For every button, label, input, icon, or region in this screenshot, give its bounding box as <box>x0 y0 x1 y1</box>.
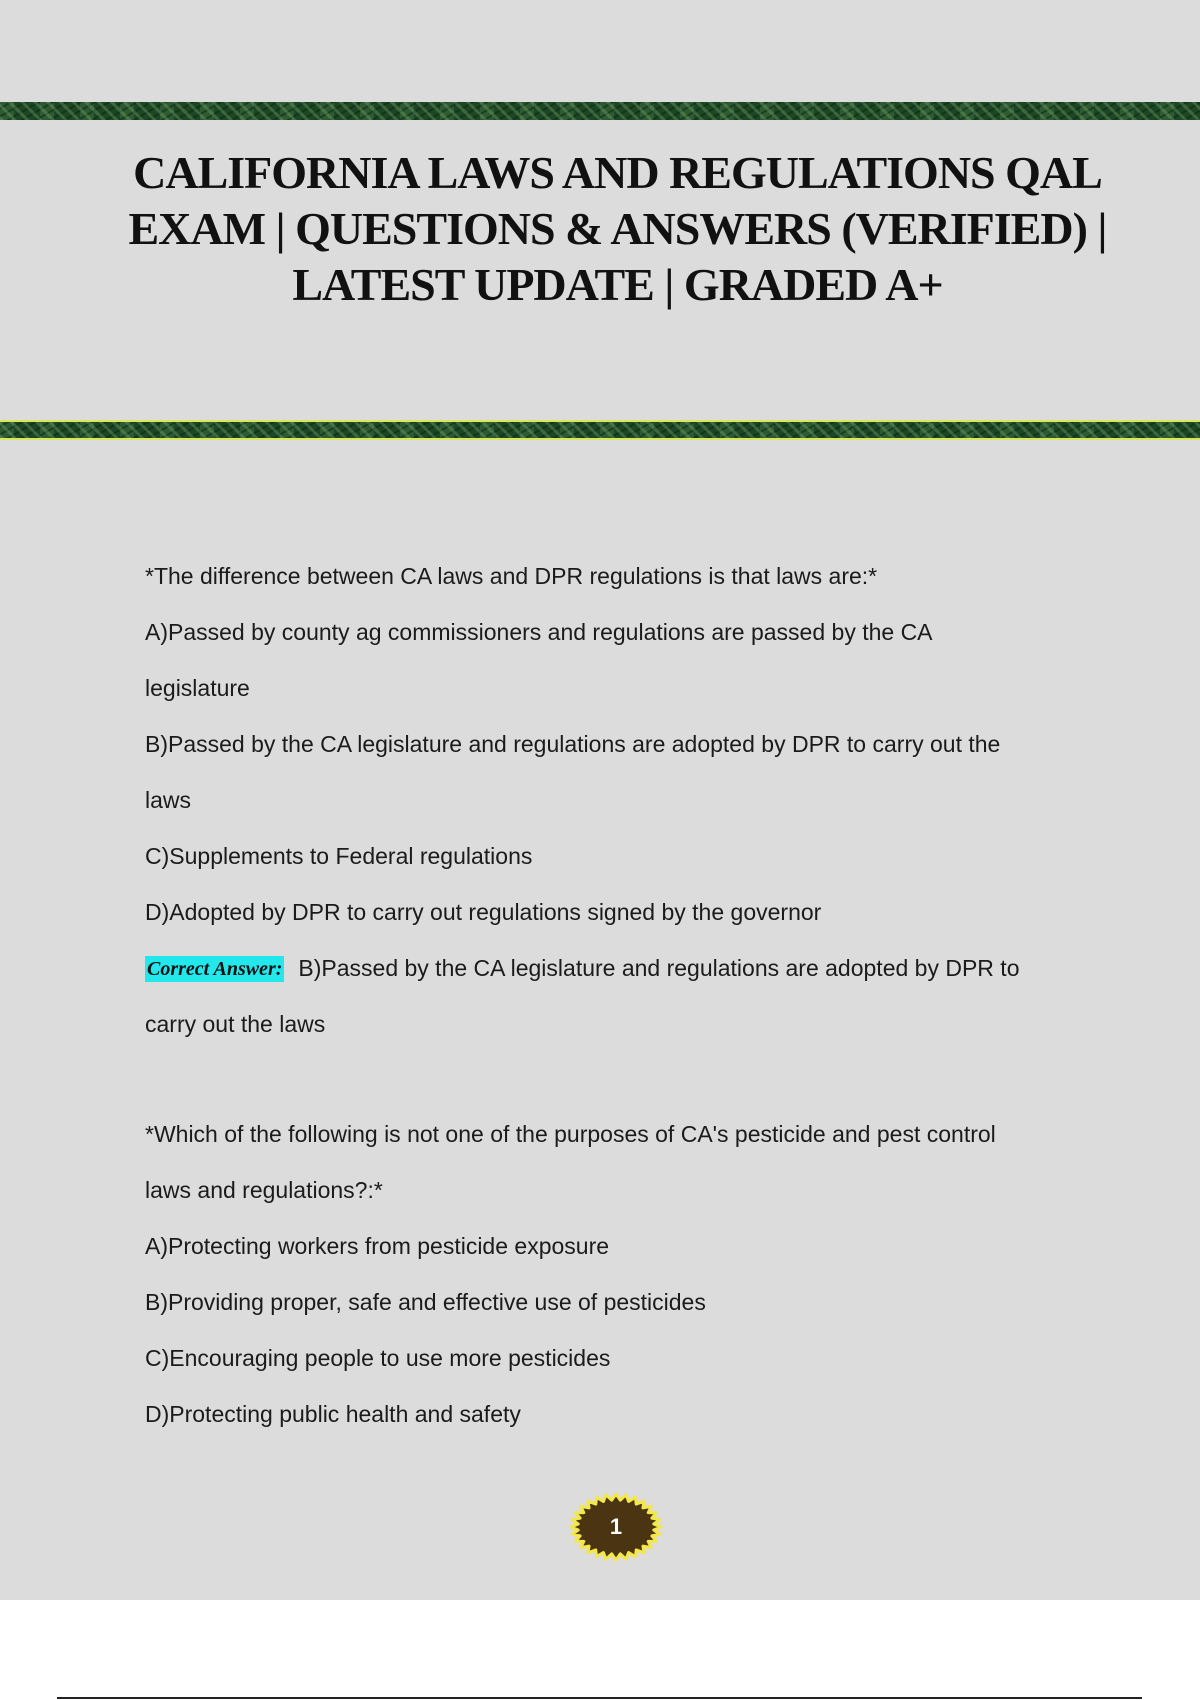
question-2-option-d: D)Protecting public health and safety <box>145 1401 521 1427</box>
footer-divider <box>57 1697 1142 1699</box>
question-2-option-b: B)Providing proper, safe and effective use of pesticides <box>145 1289 706 1315</box>
correct-answer-label: Correct Answer: <box>147 958 283 980</box>
decorative-top-band <box>0 102 1200 120</box>
question-2-option-c: C)Encouraging people to use more pesticides <box>145 1345 611 1371</box>
question-1-option-a: A)Passed by county ag commissioners and regulations are passed by the CA <box>145 619 933 645</box>
page-number: 1 <box>609 1514 623 1539</box>
question-1-option-d: D)Adopted by DPR to carry out regulations signed by the governor <box>145 899 822 925</box>
question-1-option-a-continued: legislature <box>145 675 250 701</box>
question-1-text: *The difference between CA laws and DPR regulations is that laws are:* <box>145 563 878 589</box>
question-2-text-continued: laws and regulations?:* <box>145 1177 383 1203</box>
question-1-option-b: B)Passed by the CA legislature and regulations are adopted by DPR to carry out the <box>145 731 1001 757</box>
question-block-1 <box>145 548 1105 1052</box>
decorative-bottom-band <box>0 420 1200 440</box>
question-1-option-c: C)Supplements to Federal regulations <box>145 843 533 869</box>
question-1-option-b-continued: laws <box>145 787 192 813</box>
document-title: CALIFORNIA LAWS AND REGULATIONS QAL EXAM | QUESTIONS & ANSWERS (VERIFIED) | LATEST UPDATE | GRADED A+ <box>128 147 1107 310</box>
question-block-2 <box>145 1106 1105 1442</box>
question-1-answer-continued: carry out the laws <box>145 1011 326 1037</box>
question-spacer <box>145 1052 1105 1106</box>
question-1-answer-text: B)Passed by the CA legislature and regulations are adopted by DPR to <box>298 955 1020 981</box>
question-2-text: *Which of the following is not one of the purposes of CA's pesticide and pest control <box>145 1121 996 1147</box>
questions-body <box>145 548 1105 1442</box>
question-1-answer <box>145 940 1105 996</box>
question-2-option-a: A)Protecting workers from pesticide exposure <box>145 1233 610 1259</box>
